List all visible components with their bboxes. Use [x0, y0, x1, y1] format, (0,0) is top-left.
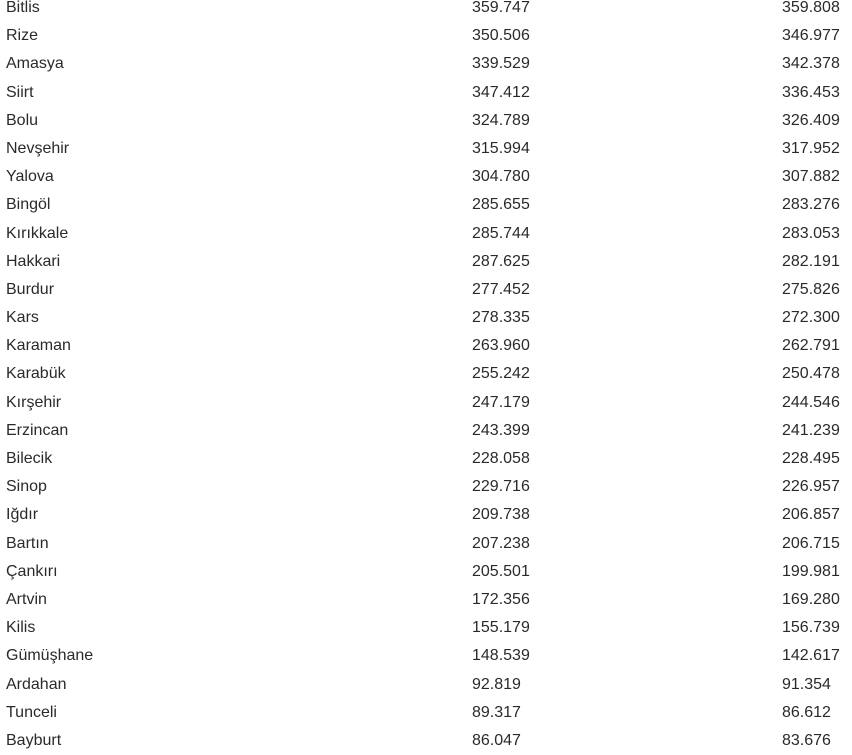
table-row	[0, 0, 852, 22]
population-value-1: 205.501	[472, 562, 530, 580]
table-row	[0, 248, 852, 276]
population-value-2: 307.882	[782, 168, 840, 186]
population-value-2: 283.276	[782, 196, 840, 214]
province-name: Kars	[6, 309, 39, 327]
table-row	[0, 642, 852, 670]
population-value-2: 317.952	[782, 139, 840, 157]
province-name: Bartın	[6, 534, 49, 552]
province-name: Bolu	[6, 111, 39, 129]
table-row	[0, 220, 852, 248]
table-row	[0, 332, 852, 360]
province-name: Amasya	[6, 55, 64, 73]
population-value-1: 172.356	[472, 590, 530, 608]
population-value-1: 315.994	[472, 139, 530, 157]
population-value-2: 275.826	[782, 280, 840, 298]
table-row	[0, 389, 852, 417]
population-value-2: 346.977	[782, 27, 840, 45]
population-value-2: 262.791	[782, 337, 840, 355]
province-name: Burdur	[6, 280, 55, 298]
population-value-1: 277.452	[472, 280, 530, 298]
population-value-1: 255.242	[472, 365, 530, 383]
population-value-2: 169.280	[782, 590, 840, 608]
population-value-1: 278.335	[472, 309, 530, 327]
province-name: Karaman	[6, 337, 71, 355]
population-value-1: 285.655	[472, 196, 530, 214]
table-row	[0, 614, 852, 642]
province-name: Gümüşhane	[6, 647, 94, 665]
population-value-2: 282.191	[782, 252, 840, 270]
population-value-2: 142.617	[782, 647, 840, 665]
table-row	[0, 501, 852, 529]
population-value-1: 155.179	[472, 619, 530, 637]
table-row	[0, 135, 852, 163]
province-name: Hakkari	[6, 252, 61, 270]
province-name: Bayburt	[6, 731, 62, 749]
table-row	[0, 22, 852, 50]
population-value-2: 241.239	[782, 421, 840, 439]
province-name: Bitlis	[6, 0, 40, 16]
population-value-1: 263.960	[472, 337, 530, 355]
table-row	[0, 107, 852, 135]
table-row	[0, 445, 852, 473]
population-value-1: 207.238	[472, 534, 530, 552]
province-name: Nevşehir	[6, 139, 70, 157]
population-value-2: 336.453	[782, 83, 840, 101]
population-value-1: 209.738	[472, 506, 530, 524]
province-name: Ardahan	[6, 675, 67, 693]
table-row	[0, 191, 852, 219]
population-value-2: 206.857	[782, 506, 840, 524]
province-name: Artvin	[6, 590, 47, 608]
population-value-2: 156.739	[782, 619, 840, 637]
population-value-1: 86.047	[472, 731, 521, 749]
table-row	[0, 276, 852, 304]
province-name: Siirt	[6, 83, 34, 101]
population-value-1: 287.625	[472, 252, 530, 270]
population-value-1: 285.744	[472, 224, 530, 242]
population-value-2: 244.546	[782, 393, 840, 411]
table-row	[0, 671, 852, 699]
population-value-1: 89.317	[472, 703, 521, 721]
population-value-2: 206.715	[782, 534, 840, 552]
population-value-2: 86.612	[782, 703, 831, 721]
population-value-1: 339.529	[472, 55, 530, 73]
population-value-1: 304.780	[472, 168, 530, 186]
population-value-1: 148.539	[472, 647, 530, 665]
province-name: Iğdır	[6, 506, 39, 524]
table-row	[0, 304, 852, 332]
table-row	[0, 699, 852, 727]
population-value-1: 350.506	[472, 27, 530, 45]
table-row	[0, 473, 852, 501]
province-name: Kırıkkale	[6, 224, 69, 242]
population-value-2: 326.409	[782, 111, 840, 129]
population-value-2: 226.957	[782, 478, 840, 496]
province-name: Tunceli	[6, 703, 57, 721]
population-value-1: 229.716	[472, 478, 530, 496]
population-value-2: 342.378	[782, 55, 840, 73]
table-row	[0, 530, 852, 558]
population-value-2: 228.495	[782, 450, 840, 467]
table-row	[0, 50, 852, 78]
population-value-1: 359.747	[472, 0, 530, 16]
population-value-2: 199.981	[782, 562, 840, 580]
population-value-2: 272.300	[782, 309, 840, 327]
table-row	[0, 417, 852, 445]
province-name: Erzincan	[6, 421, 69, 439]
population-value-2: 359.808	[782, 0, 840, 16]
province-name: Kilis	[6, 619, 36, 637]
province-name: Bingöl	[6, 196, 51, 214]
province-name: Çankırı	[6, 562, 58, 580]
population-value-1: 92.819	[472, 675, 521, 693]
population-value-2: 250.478	[782, 365, 840, 383]
province-name: Yalova	[6, 168, 54, 186]
table-row	[0, 163, 852, 191]
population-value-1: 347.412	[472, 83, 530, 101]
table-row	[0, 727, 852, 755]
table-row	[0, 558, 852, 586]
population-value-2: 91.354	[782, 675, 831, 693]
table-row	[0, 79, 852, 107]
population-value-1: 228.058	[472, 450, 530, 467]
population-value-2: 83.676	[782, 731, 831, 749]
population-value-1: 247.179	[472, 393, 530, 411]
population-value-1: 243.399	[472, 421, 530, 439]
province-name: Sinop	[6, 478, 47, 496]
province-name: Karabük	[6, 365, 66, 383]
table-row	[0, 586, 852, 614]
province-name: Rize	[6, 27, 39, 45]
population-value-1: 324.789	[472, 111, 530, 129]
province-name: Kırşehir	[6, 393, 62, 411]
province-name: Bilecik	[6, 450, 53, 467]
population-value-2: 283.053	[782, 224, 840, 242]
table-row	[0, 360, 852, 388]
